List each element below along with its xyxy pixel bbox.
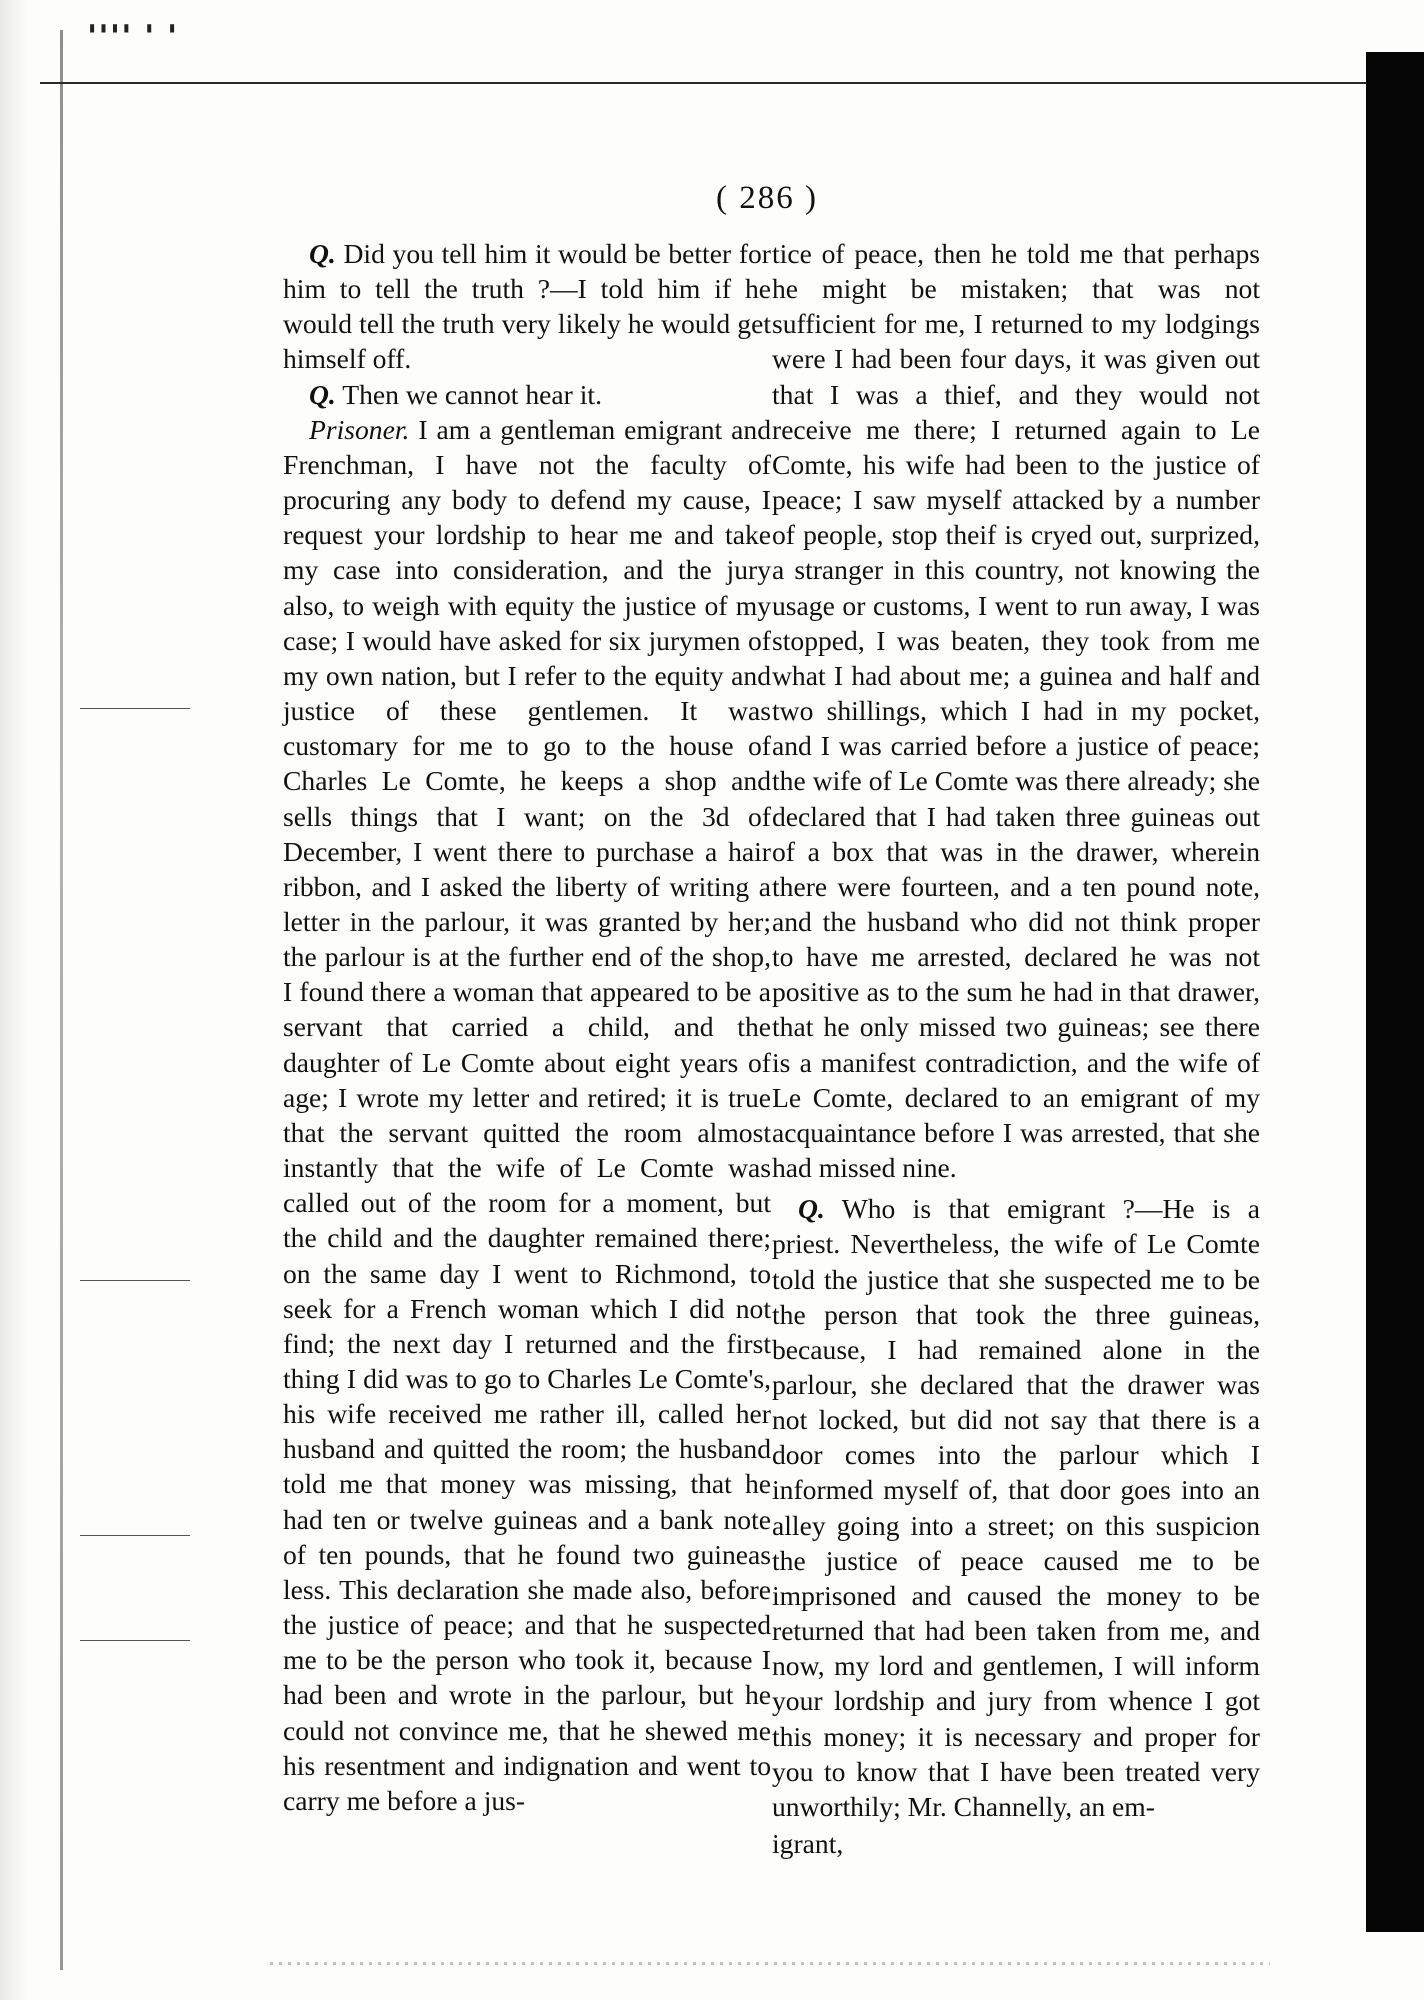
scan-top-rule xyxy=(40,82,1370,84)
margin-rule xyxy=(80,1535,190,1536)
statement-text: I am a gentleman emigrant and Frenchman, I have not the faculty of procuring any body to defend my cause, I request your lordship to hear me and take my case into consideration, and the jury also, to weigh with equity the justice of my case; I would have asked for six jurymen of my own nation, but I refer to the equity and justice of these gentlemen. It was customary for me to go to the house of Charles Le Comte, he keeps a shop and sells things that I want; on the 3d of December, I went there to purchase a hair ribbon, and I asked the liberty of writing a letter in the parlour, it was granted by her; the parlour is at the further end of the shop, I found there a woman that appeared to be a servant that carried a child, and the daughter of Le Comte about eight years of age; I wrote my letter and retired; it is true that the servant quitted the room almost instantly that the wife of Le Comte was called out of the room for a moment, but the child and the daughter remained there; on the same day I went to Richmond, to seek for a French woman which I did not find; the next day I returned and the first thing I did was to go to Charles Le Comte's, his wife received me rather ill, called her husband and quitted the room; the husband told me that money was missing, that he had ten or twelve guineas and a bank note of ten pounds, that he found two guineas less. This declaration she made also, before the justice of peace; and that he suspected me to be the person who took it, because I had been and wrote in the parlour, but he could not convince me, that he shewed me his resentment and indignation and went to carry me before a jus- xyxy=(283,413,771,1816)
binding-margin-mark xyxy=(60,30,63,1970)
scan-right-edge-bar xyxy=(1366,52,1424,1932)
scan-header-marks: ▮▮▮▮ ▮ ▮ xyxy=(88,20,180,36)
margin-rule xyxy=(80,1280,190,1281)
speaker-label: Prisoner. xyxy=(309,413,410,445)
question-text: Then we cannot hear it. xyxy=(342,378,602,410)
question-text: Did you tell him it would be better for him to tell the truth ?—I told him if he would tell the truth very likely he would get himself off. xyxy=(283,238,771,375)
question-paragraph xyxy=(283,377,771,412)
scan-bottom-noise xyxy=(270,1962,1270,1965)
question-paragraph xyxy=(772,1191,1260,1824)
margin-rule xyxy=(80,708,190,709)
right-column xyxy=(772,236,1260,1861)
left-column xyxy=(283,236,771,1818)
question-marker: Q. xyxy=(798,1193,825,1225)
question-text: Who is that emigrant ?—He is a priest. Nevertheless, the wife of Le Comte told the justice that she suspected me to be the person that took the three guineas, because, I had remained alone in the parlour, she declared that the drawer was not locked, but did not say that there is a door comes into the parlour which I informed myself of, that door goes into an alley going into a street; on this suspicion the justice of peace caused me to be imprisoned and caused the money to be returned that had been taken from me, and now, my lord and gentlemen, I will inform your lordship and jury from whence I got this money; it is necessary and proper for you to know that I have been treated very unworthily; Mr. Channelly, an em- xyxy=(772,1193,1260,1822)
question-marker: Q. xyxy=(309,238,336,269)
page-number: ( 286 ) xyxy=(716,180,818,216)
prisoner-statement xyxy=(283,412,771,1818)
statement-continuation: tice of peace, then he told me that perhaps he might be mistaken; that was not sufficient for me, I returned to my lodgings were I had been four days, it was given out that I was a thief, and they would not receive me there; I returned again to Le Comte, his wife had been to the justice of peace; I saw myself attacked by a number of people, stop theif is cryed out, surprized, a stranger in this country, not knowing the usage or customs, I went to run away, I was stopped, I was beaten, they took from me what I had about me; a guinea and half and two shillings, which I had in my pocket, and I was carried before a justice of peace; the wife of Le Comte was there already; she declared that I had taken three guineas out of a box that was in the drawer, wherein there were fourteen, and a ten pound note, and the husband who did not think proper to have me arrested, declared he was not positive as to the sum he had in that drawer, that he only missed two guineas; see there is a manifest contradiction, and the wife of Le Comte, declared to an emigrant of my acquaintance before I was arrested, that she had missed nine. xyxy=(772,238,1260,1184)
scan-left-edge xyxy=(0,0,28,2000)
question-paragraph xyxy=(283,236,771,377)
margin-rule xyxy=(80,1640,190,1641)
question-marker: Q. xyxy=(309,378,336,410)
catchword: igrant, xyxy=(772,1828,844,1860)
